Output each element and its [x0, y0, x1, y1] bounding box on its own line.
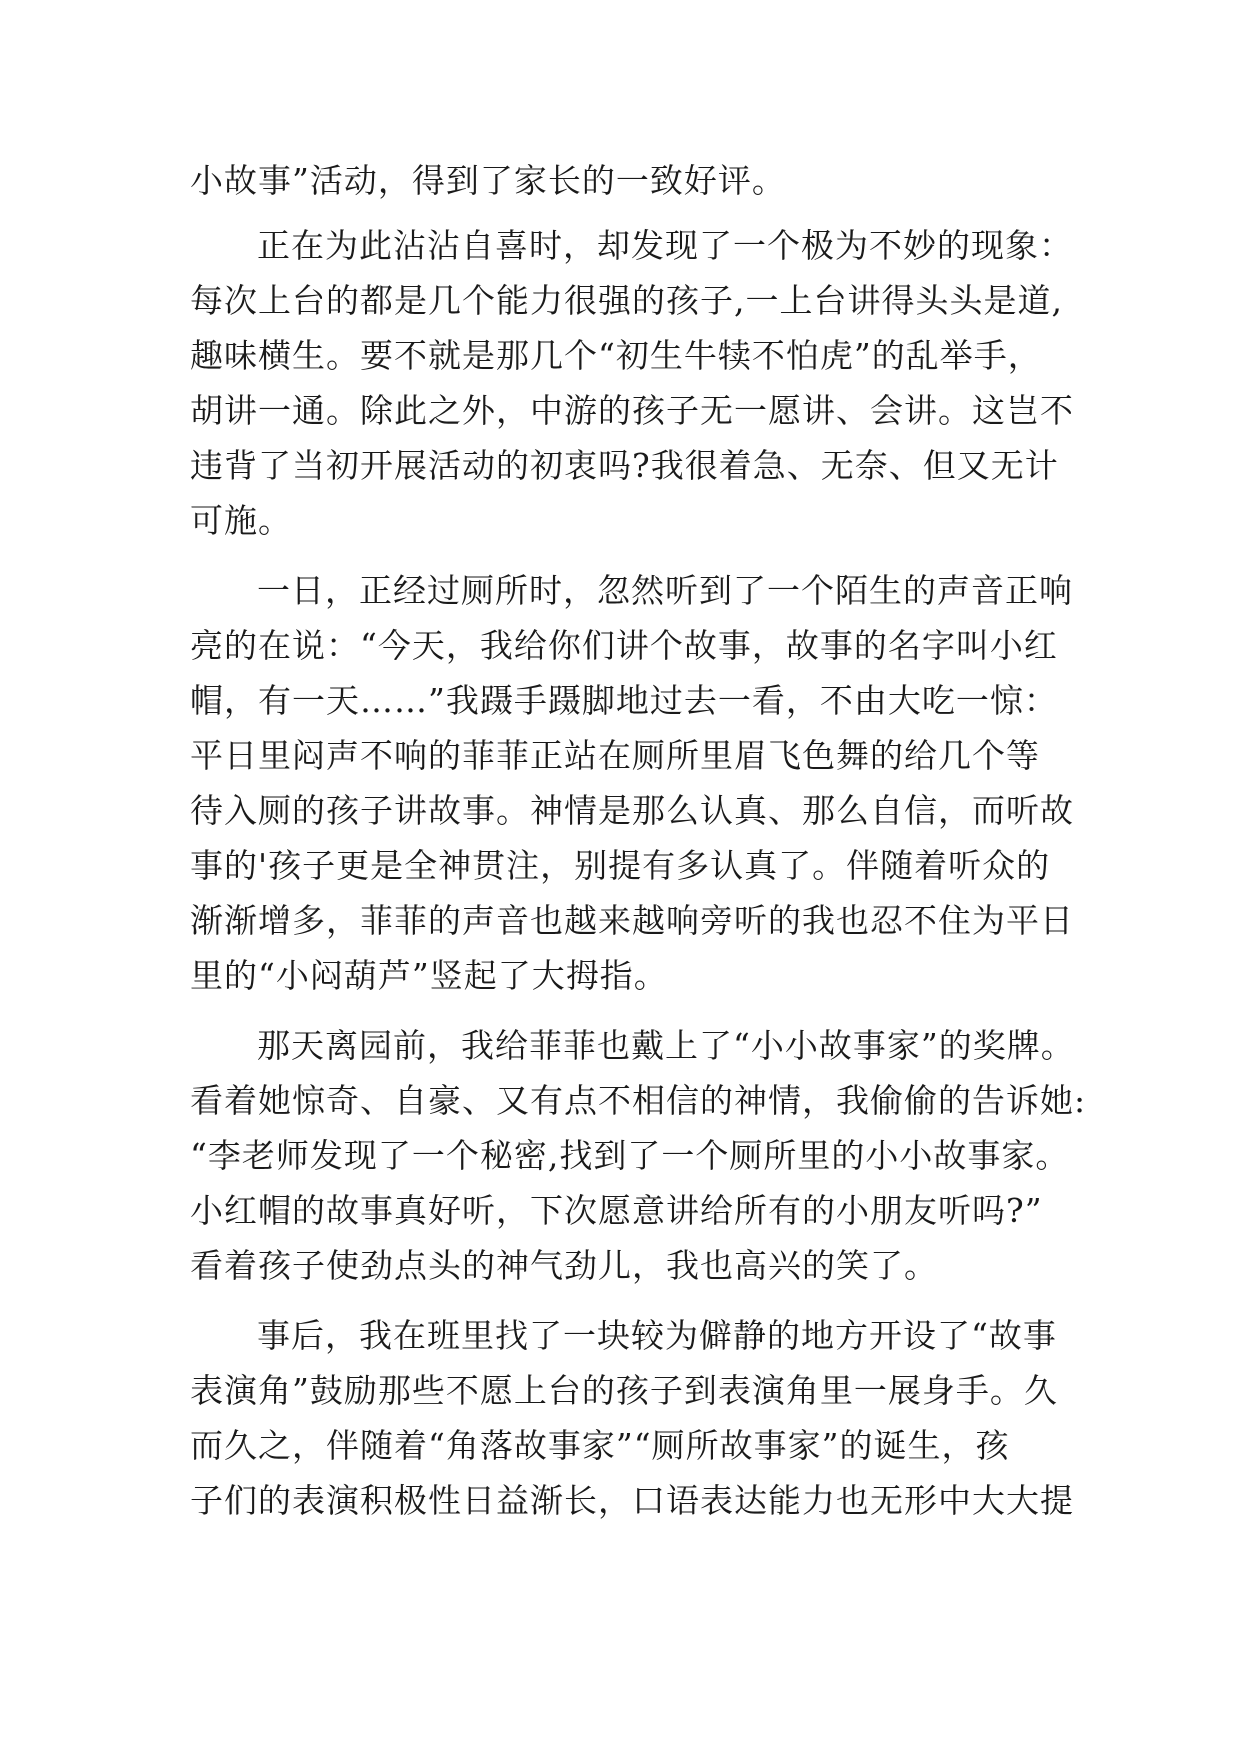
text-line: 事后，我在班里找了一块较为僻静的地方开设了“故事	[257, 1316, 1057, 1355]
text-line: 每次上台的都是几个能力很强的孩子,一上台讲得头头是道,	[190, 281, 1063, 320]
text-line: 平日里闷声不响的菲菲正站在厕所里眉飞色舞的给几个等	[190, 736, 1040, 775]
text-line: 子们的表演积极性日益渐长，口语表达能力也无形中大大提	[190, 1481, 1074, 1520]
text-line: 亮的在说：“今天，我给你们讲个故事，故事的名字叫小红	[190, 626, 1058, 665]
text-line: 正在为此沾沾自喜时，却发现了一个极为不妙的现象：	[257, 226, 1073, 265]
text-line: 渐渐增多，菲菲的声音也越来越响旁听的我也忍不住为平日	[190, 901, 1074, 940]
text-line: 事的'孩子更是全神贯注，别提有多认真了。伴随着听众的	[190, 846, 1051, 885]
text-line: 小红帽的故事真好听，下次愿意讲给所有的小朋友听吗?”	[190, 1191, 1043, 1230]
text-line: 违背了当初开展活动的初衷吗?我很着急、无奈、但又无计	[190, 446, 1059, 485]
text-line: 可施。	[190, 501, 292, 540]
text-line: 小故事”活动，得到了家长的一致好评。	[190, 161, 786, 200]
text-line: 里的“小闷葫芦”竖起了大拇指。	[190, 956, 668, 995]
text-line: 那天离园前，我给菲菲也戴上了“小小故事家”的奖牌。	[257, 1026, 1075, 1065]
text-line: 看着孩子使劲点头的神气劲儿，我也高兴的笑了。	[190, 1246, 938, 1285]
text-line: 看着她惊奇、自豪、又有点不相信的神情，我偷偷的告诉她:	[190, 1081, 1087, 1120]
text-line: 表演角”鼓励那些不愿上台的孩子到表演角里一展身手。久	[190, 1371, 1058, 1410]
text-line: 帽，有一天……”我蹑手蹑脚地过去一看，不由大吃一惊：	[190, 681, 1058, 720]
text-line: 胡讲一通。除此之外，中游的孩子无一愿讲、会讲。这岂不	[190, 391, 1074, 430]
text-line: 一日，正经过厕所时，忽然听到了一个陌生的声音正响	[257, 571, 1073, 610]
text-line: 待入厕的孩子讲故事。神情是那么认真、那么自信，而听故	[190, 791, 1074, 830]
text-line: 而久之，伴随着“角落故事家”“厕所故事家”的诞生，孩	[190, 1426, 1010, 1465]
text-line: “李老师发现了一个秘密,找到了一个厕所里的小小故事家。	[190, 1136, 1070, 1175]
text-line: 趣味横生。要不就是那几个“初生牛犊不怕虎”的乱举手，	[190, 336, 1042, 375]
